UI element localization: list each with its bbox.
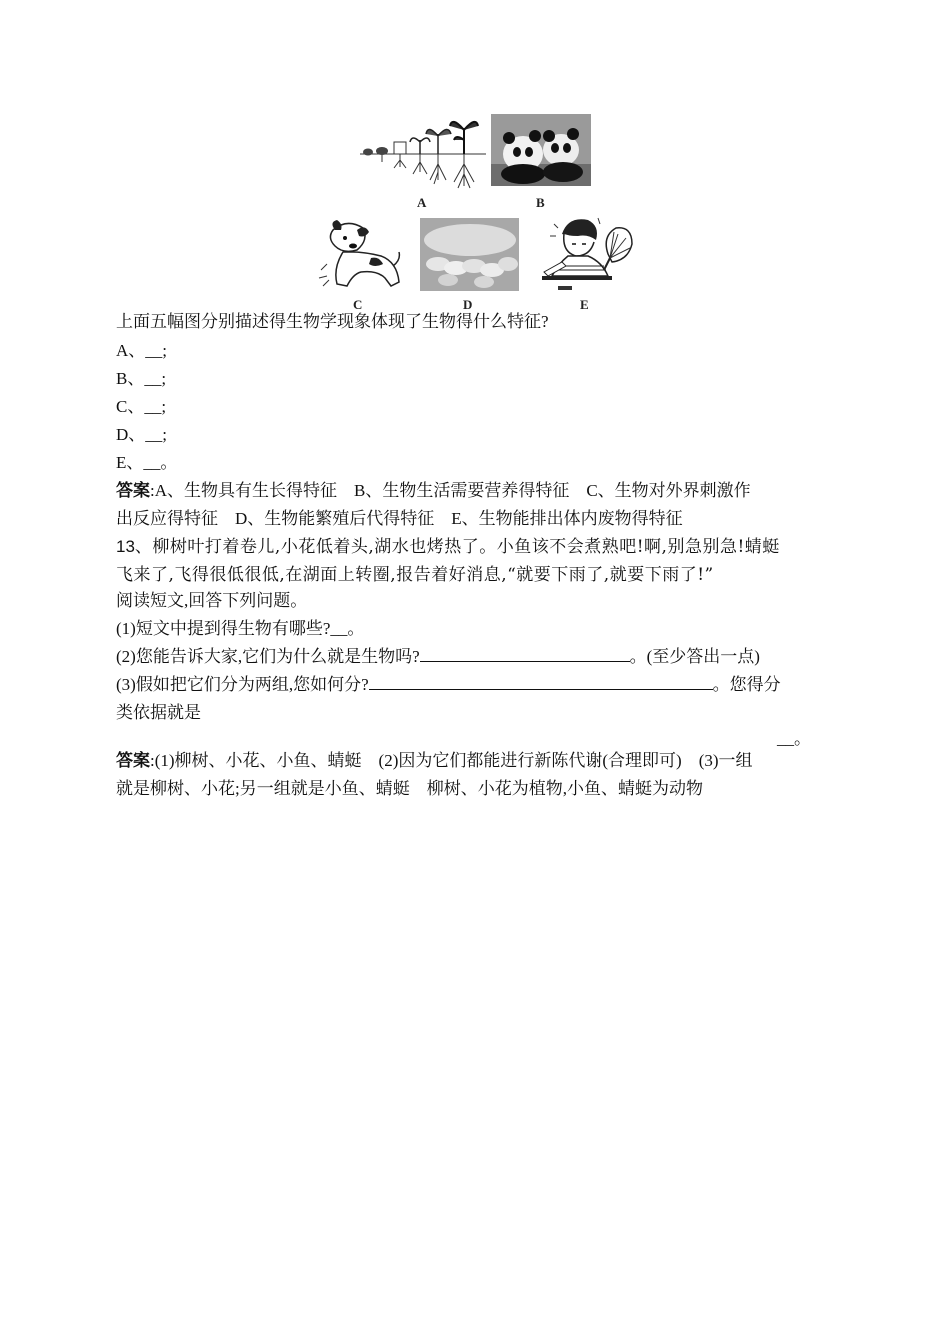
figure-label-c: C — [353, 297, 363, 312]
question-13-sub-2 — [116, 643, 836, 671]
answer-13-line-2: 就是柳树、小花;另一组就是小鱼、蜻蜓 柳树、小花为植物,小鱼、蜻蜓为动物 — [116, 779, 703, 798]
figure-b-panda-photo — [491, 114, 591, 186]
figure-a-seedling-growth — [358, 112, 488, 192]
figure-label-b: B — [536, 195, 545, 210]
question-13-passage-line-2: 飞来了,飞得很低很低,在湖面上转圈,报告着好消息,“就要下雨了,就要下雨了!” — [116, 565, 714, 585]
question-13-sub-3 — [116, 671, 836, 699]
question-13-sub-2-end: 。(至少答出一点) — [629, 647, 760, 666]
question-13-sub-3-start: (3)假如把它们分为两组,您如何分? — [116, 675, 369, 694]
question-13-sub-3-line-3: __。 — [777, 729, 811, 748]
answer-13-text-1: :(1)柳树、小花、小鱼、蜻蜓 (2)因为它们都能进行新陈代谢(合理即可) (3)一组 — [150, 751, 753, 770]
answer-blank-3[interactable] — [369, 671, 713, 690]
answer-12-label: 答案 — [116, 481, 150, 500]
question-13-sub-1: (1)短文中提到得生物有哪些?__。 — [116, 619, 365, 638]
question-12-option-e: E、__。 — [116, 453, 178, 472]
question-12-option-c: C、__; — [116, 397, 167, 416]
question-13-passage-text-1: 、柳树叶打着卷儿,小花低着头,湖水也烤热了。小鱼该不会煮熟吧!啊,别急别急!蜻蜓 — [134, 537, 780, 557]
figure-label-d: D — [463, 297, 473, 312]
answer-12-line-2: 出反应得特征 D、生物能繁殖后代得特征 E、生物能排出体内废物得特征 — [116, 509, 683, 528]
question-13-sub-2-start: (2)您能告诉大家,它们为什么就是生物吗? — [116, 647, 420, 666]
figure-e-sweating-boy-drawing — [538, 214, 634, 294]
answer-13-label: 答案 — [116, 751, 150, 770]
answer-13-line-1 — [116, 747, 836, 775]
question-13-passage-line-1 — [116, 533, 836, 561]
question-12-option-a: A、__; — [116, 341, 167, 360]
figure-label-a: A — [417, 195, 427, 210]
question-13-sub-3-line-2: 类依据就是 — [116, 703, 201, 722]
figure-c-dog-drawing — [313, 216, 403, 294]
question-13-instruction: 阅读短文,回答下列问题。 — [116, 591, 308, 610]
question-13-number: 13 — [116, 537, 135, 556]
answer-12-line-1 — [116, 477, 836, 505]
figure-d-piglets-photo — [420, 218, 519, 291]
question-12-option-b: B、__; — [116, 369, 167, 388]
question-13-sub-3-end: 。您得分 — [712, 675, 781, 694]
question-12-prompt: 上面五幅图分别描述得生物学现象体现了生物得什么特征? — [116, 312, 549, 331]
question-12-option-d: D、__; — [116, 425, 167, 444]
answer-blank-2[interactable] — [420, 643, 630, 662]
figure-label-e: E — [580, 297, 589, 312]
answer-12-text-1: :A、生物具有生长得特征 B、生物生活需要营养得特征 C、生物对外界刺激作 — [150, 481, 751, 500]
